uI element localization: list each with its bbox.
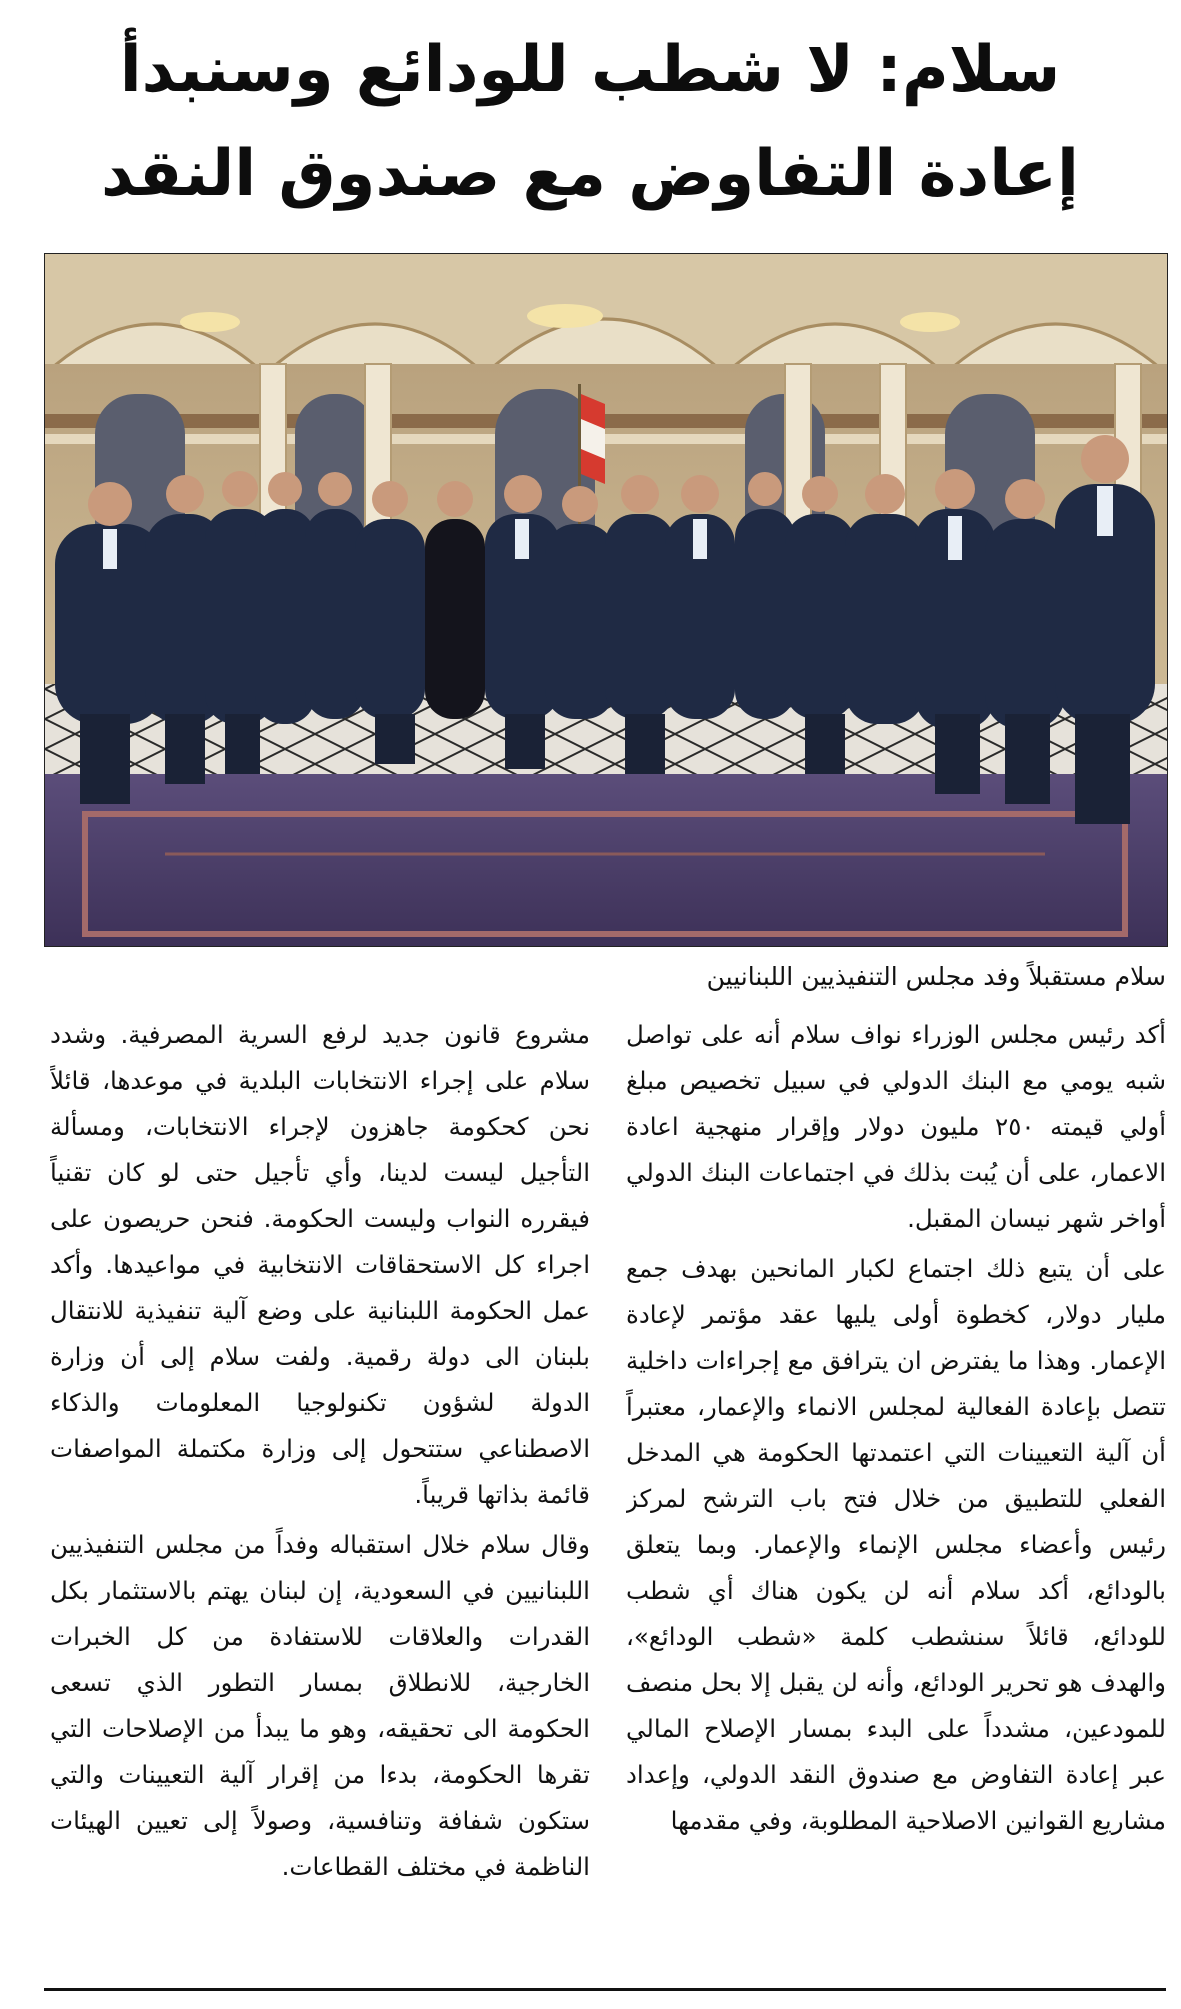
group-photo xyxy=(44,253,1168,947)
article-column-left xyxy=(50,1012,590,1972)
article-paragraph: وقال سلام خلال استقباله وفداً من مجلس التنفيذيين اللبنانيين في السعودية، إن لبنان يهتم بالاستثمار بكل القدرات والعلاقات للاستفادة من كل الخبرات الخارجية، للانطلاق بمسار التطور الذي تسعى الحكومة الى تحقيقه، وهو ما يبدأ من الإصلاحات التي تقرها الحكومة، بدءا من إقرار آلية التعيينات والتي ستكون شفافة وتنافسية، وصولاً إلى تعيين الهيئات الناظمة في مختلف القطاعات. xyxy=(50,1530,590,1881)
headline-line-2: إعادة التفاوض مع صندوق النقد xyxy=(101,137,1079,211)
article-paragraph: أكد رئيس مجلس الوزراء نواف سلام أنه على تواصل شبه يومي مع البنك الدولي في سبيل تخصيص مبلغ أولي قيمته ٢٥٠ مليون دولار وإقرار منهجية اعادة الاعمار، على أن يُبت بذلك في اجتماعات البنك الدولي أواخر شهر نيسان المقبل. xyxy=(626,1020,1166,1233)
article-column-right xyxy=(626,1012,1166,1972)
group-photo-image xyxy=(45,254,1167,946)
article-paragraph: مشروع قانون جديد لرفع السرية المصرفية. وشدد سلام على إجراء الانتخابات البلدية في موعدها، قائلاً نحن كحكومة جاهزون لإجراء الانتخابات، ومسألة التأجيل ليست لدينا، وأي تأجيل حتى لو كان تقنياً فيقرره النواب وليست الحكومة. فنحن حريصون على اجراء كل الاستحقاقات الانتخابية في مواعيدها. وأكد عمل الحكومة اللبنانية على وضع آلية تنفيذية للانتقال بلبنان الى دولة رقمية. ولفت سلام إلى أن وزارة الدولة لشؤون تكنولوجيا المعلومات والذكاء الاصطناعي ستتحول إلى وزارة مكتملة المواصفات قائمة بذاتها قريباً. xyxy=(50,1020,590,1509)
headline xyxy=(40,18,1140,226)
headline-line-1: سلام: لا شطب للودائع وسنبدأ xyxy=(119,33,1061,107)
photo-caption: سلام مستقبلاً وفد مجلس التنفيذيين اللبنانيين xyxy=(706,962,1166,991)
bottom-divider xyxy=(44,1988,1166,1991)
article-paragraph: على أن يتبع ذلك اجتماع لكبار المانحين بهدف جمع مليار دولار، كخطوة أولى يليها عقد مؤتمر لإعادة الإعمار. وهذا ما يفترض ان يترافق مع إجراءات داخلية تتصل بإعادة الفعالية لمجلس الانماء والإعمار، معتبراً أن آلية التعيينات التي اعتمدتها الحكومة هي المدخل الفعلي للتطبيق من خلال فتح باب الترشح لمركز رئيس وأعضاء مجلس الإنماء والإعمار. وبما يتعلق بالودائع، أكد سلام أنه لن يكون هناك أي شطب للودائع، قائلاً سنشطب كلمة «شطب الودائع»، والهدف هو تحرير الودائع، وأنه لن يقبل إلا بحل منصف للمودعين، مشدداً على البدء بمسار الإصلاح المالي عبر إعادة التفاوض مع صندوق النقد الدولي، وإعداد مشاريع القوانين الاصلاحية المطلوبة، وفي مقدمها xyxy=(626,1254,1166,1835)
